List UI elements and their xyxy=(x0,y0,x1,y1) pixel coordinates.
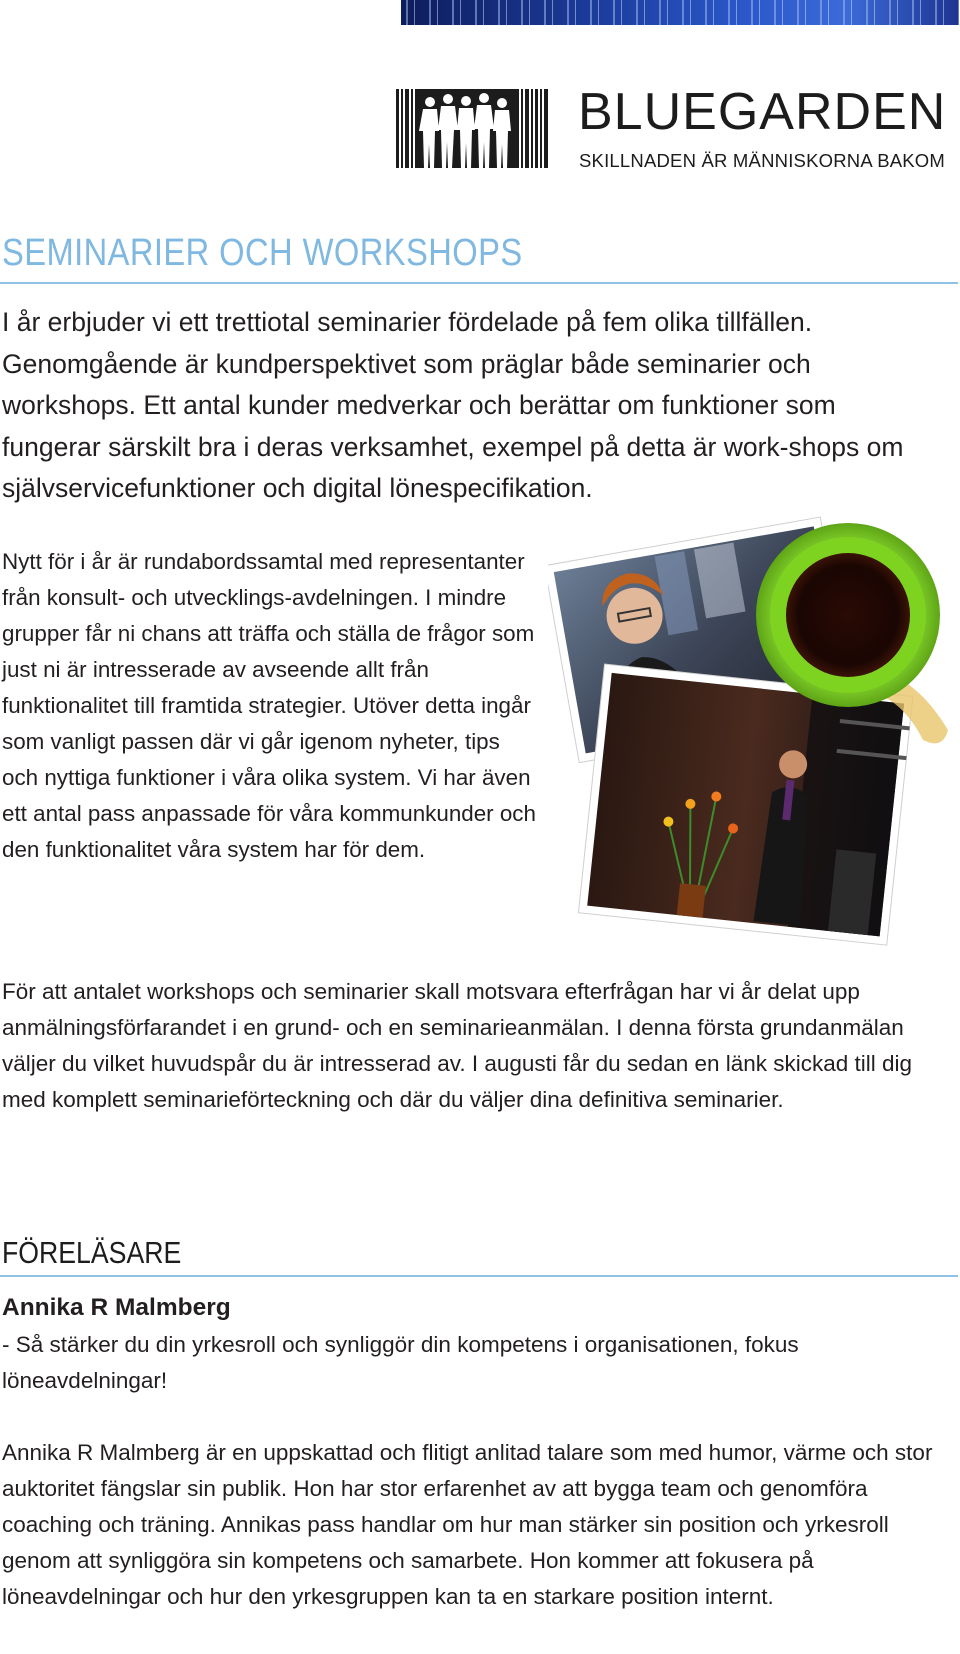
heading-divider xyxy=(0,1275,958,1277)
forelasare-heading: FÖRELÄSARE xyxy=(2,1235,182,1270)
speaker-name: Annika R Malmberg xyxy=(2,1294,231,1321)
heading-divider xyxy=(0,282,958,284)
header-decorative-bar xyxy=(401,0,959,25)
anmalan-paragraph: För att antalet workshops och seminarier skall motsvara efterfrågan har vi år delat upp anmälningsförfarandet i en grund- och en seminarieanmälan. I denna första grundanmälan väljer du vilket huvudspår du är intresserad av. I augusti får du sedan en länk skickad till dig med komplett seminarieförteckning och där du väljer dina definitiva seminarier. xyxy=(2,979,913,1112)
brand-tagline: SKILLNADEN ÄR MÄNNISKORNA BAKOM xyxy=(579,150,946,171)
speaker-bio: Annika R Malmberg är en uppskattad och flitigt anlitad talare som med humor, värme och stor auktoritet fängslar sin publik. Hon har stor erfarenhet av att bygga team och genomföra coaching och träning. Annikas pass handlar om hur man stärker sin position och yrkesroll genom att synliggöra sin kompetens och samarbete. Hon kommer att fokusera på löneavdelningar och hur den yrkesgruppen kan ta en starkare position internt. xyxy=(2,1440,933,1609)
seminarier-heading: SEMINARIER OCH WORKSHOPS xyxy=(2,232,523,274)
conference-photo-collage xyxy=(548,510,958,960)
brand-name: BLUEGARDEN xyxy=(578,83,947,141)
nytt-paragraph: Nytt för i år är rundabordssamtal med representanter från konsult- och utvecklings-avdelningen. I mindre grupper får ni chans att träffa och ställa de frågor som just ni är intresserade av avseende allt från funktionalitet till framtida strategier. Utöver detta ingår som vanligt passen där vi går igenom nyheter, tips och nyttiga funktioner i våra olika system. Vi har även ett antal pass anpassade för våra kommunkunder och den funktionalitet våra system har för dem. xyxy=(2,549,536,862)
speaker-subtitle: - Så stärker du din yrkesroll och synliggör din kompetens i organisationen, fokus löneavdelningar! xyxy=(2,1332,799,1393)
intro-paragraph: I år erbjuder vi ett trettiotal seminarier fördelade på fem olika tillfällen. Genomgående är kundperspektivet som präglar både seminarier och workshops. Ett antal kunder medverkar och berättar om funktioner som fungerar särskilt bra i deras verksamhet, exempel på detta är work-shops om självservicefunktioner och digital lönespecifikation. xyxy=(2,307,904,504)
barcode-people-logo-icon xyxy=(396,89,548,168)
